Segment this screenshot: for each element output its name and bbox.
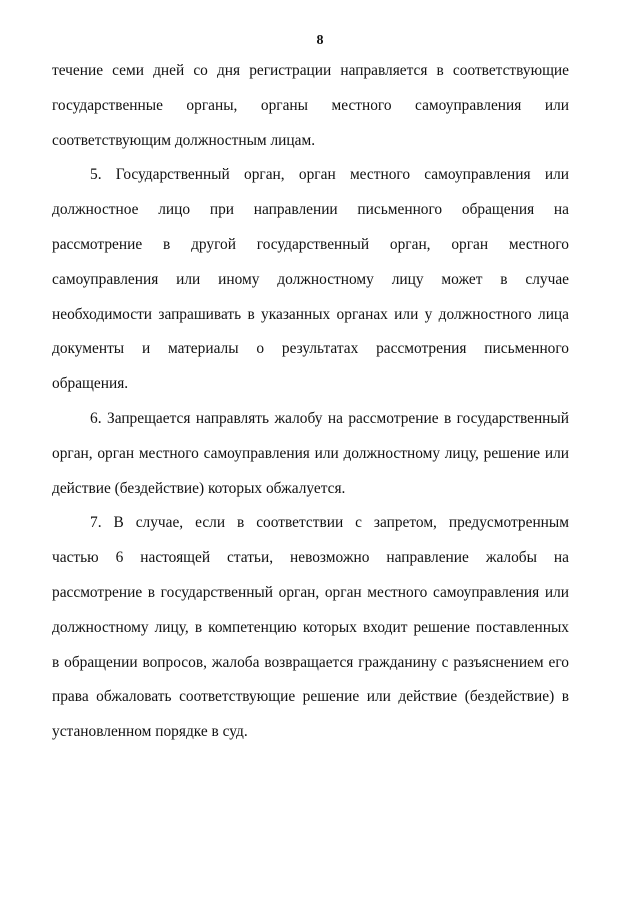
page-number: 8 — [316, 33, 324, 48]
text-line: действие (бездействие) которых обжалуется. — [52, 479, 346, 497]
text-line: обращения. — [52, 375, 129, 393]
text-line: необходимости запрашивать в указанных органах или у должностного лица — [52, 305, 569, 323]
document-body — [52, 54, 569, 750]
text-line: документы и материалы о результатах рассмотрения письменного — [52, 340, 569, 358]
text-line: государственные органы, органы местного самоуправления или — [52, 96, 569, 114]
text-line: рассмотрение в другой государственный орган, орган местного — [52, 235, 569, 253]
text-line: установленном порядке в суд. — [52, 723, 248, 741]
text-line: должностному лицу, в компетенцию которых входит решение поставленных — [52, 618, 569, 636]
text-line: самоуправления или иному должностному лицу может в случае — [52, 270, 569, 288]
text-line: рассмотрение в государственный орган, орган местного самоуправления или — [52, 583, 569, 601]
text-line: должностное лицо при направлении письменного обращения на — [52, 201, 569, 219]
text-line: права обжаловать соответствующие решение или действие (бездействие) в — [52, 688, 569, 706]
text-line: орган, орган местного самоуправления или должностному лицу, решение или — [52, 444, 569, 462]
text-line: 5. Государственный орган, орган местного самоуправления или — [90, 166, 569, 184]
text-line: 6. Запрещается направлять жалобу на рассмотрение в государственный — [90, 409, 569, 427]
text-line: соответствующим должностным лицам. — [52, 131, 316, 149]
text-line: течение семи дней со дня регистрации направляется в соответствующие — [52, 62, 569, 79]
text-line: 7. В случае, если в соответствии с запретом, предусмотренным — [90, 514, 569, 532]
text-line: в обращении вопросов, жалоба возвращается гражданину с разъяснением его — [52, 653, 569, 671]
text-line: частью 6 настоящей статьи, невозможно направление жалобы на — [52, 549, 569, 567]
